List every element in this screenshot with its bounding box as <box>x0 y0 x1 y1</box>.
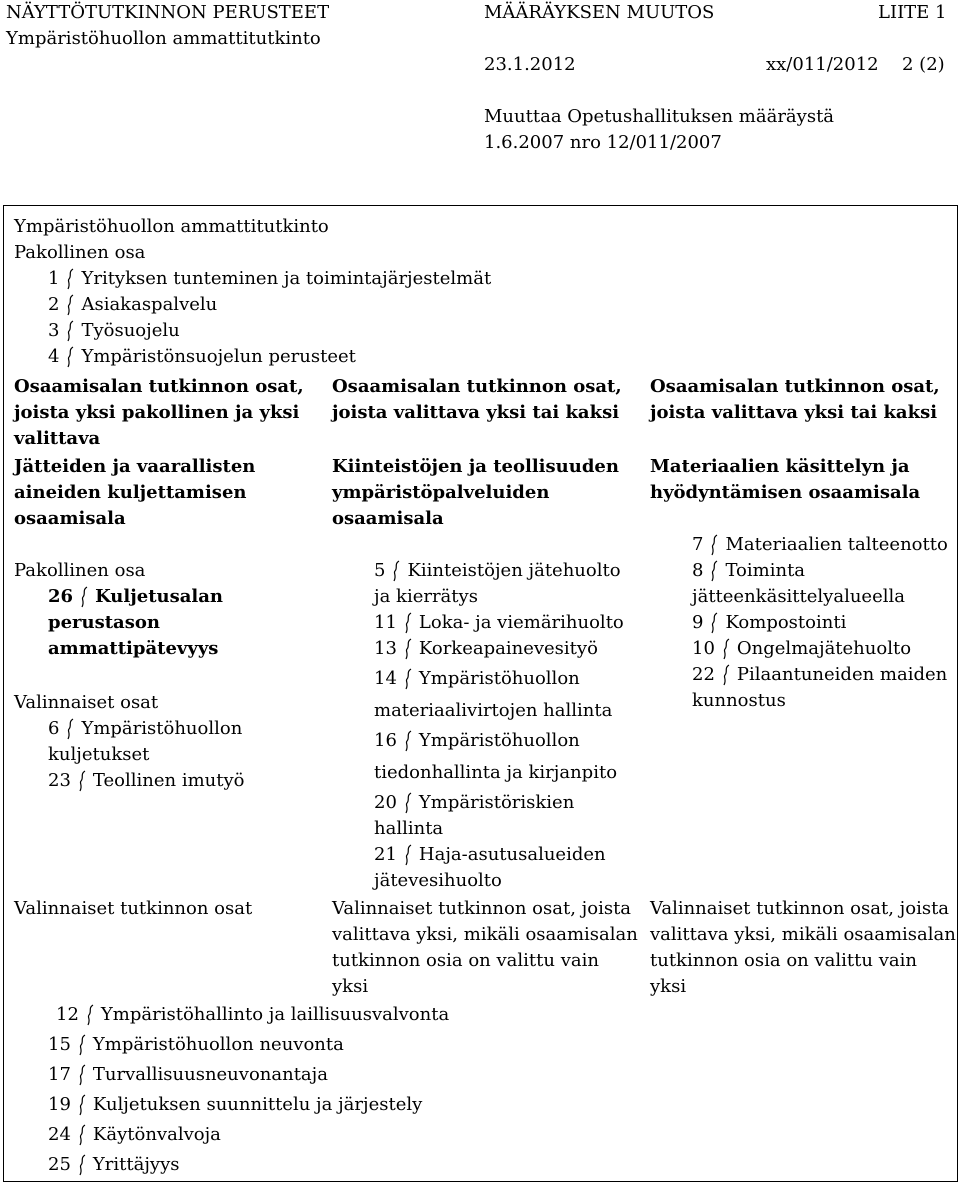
sub-item-marker-icon <box>391 560 401 582</box>
col1-optional-unit <box>48 768 245 794</box>
header-modifies: Muuttaa Opetushallituksen määräystä <box>484 106 835 127</box>
col3-unit <box>692 532 948 558</box>
item-text-continuation: materiaalivirtojen hallinta <box>374 700 613 721</box>
col3-footer-line1: Valinnaiset tutkinnon osat, joista <box>650 898 950 919</box>
col3-area-line1: Materiaalien käsittelyn ja <box>650 456 910 477</box>
item-text: Ympäristöhuollon <box>418 730 580 751</box>
item-number: 20 <box>374 792 397 813</box>
col2-area-line2: ympäristöpalveluiden <box>332 482 550 503</box>
item-text-continuation: ja kierrätys <box>374 586 478 607</box>
sub-item-marker-icon <box>403 612 413 634</box>
col3-heading-line1: Osaamisalan tutkinnon osat, <box>650 376 940 397</box>
header-date: 23.1.2012 <box>484 54 576 75</box>
optional-common-unit <box>48 1152 180 1178</box>
col2-footer-line3: tutkinnon osia on valittu vain <box>332 950 599 971</box>
item-text: Asiakaspalvelu <box>81 294 218 315</box>
sub-item-marker-icon <box>85 1004 95 1026</box>
col3-area-line2: hyödyntämisen osaamisala <box>650 482 921 503</box>
sub-item-marker-icon <box>65 346 75 368</box>
col1-footer: Valinnaiset tutkinnon osat <box>14 898 253 919</box>
item-text: Ympäristöhuollon neuvonta <box>92 1034 344 1055</box>
item-text: Ympäristöriskien <box>418 792 575 813</box>
item-text: Kiinteistöjen jätehuolto <box>407 560 621 581</box>
col3-unit <box>692 636 911 662</box>
item-number: 26 <box>48 586 74 607</box>
item-number: 7 <box>692 534 704 555</box>
sub-item-marker-icon <box>65 268 75 290</box>
col2-unit <box>374 558 621 584</box>
sub-item-marker-icon <box>403 668 413 690</box>
sub-item-marker-icon <box>709 534 719 556</box>
item-number: 8 <box>692 560 704 581</box>
sub-item-marker-icon <box>77 770 87 792</box>
sub-item-marker-icon <box>77 1094 87 1116</box>
mandatory-item <box>48 344 356 370</box>
item-number: 2 <box>48 294 60 315</box>
col3-footer-line2: valittava yksi, mikäli osaamisalan <box>650 924 956 945</box>
item-number: 12 <box>56 1004 79 1025</box>
col1-heading-line3: valittava <box>14 428 101 449</box>
col2-footer-line2: valittava yksi, mikäli osaamisalan <box>332 924 638 945</box>
item-number: 15 <box>48 1034 71 1055</box>
sub-item-marker-icon <box>65 294 75 316</box>
mandatory-label: Pakollinen osa <box>14 242 146 263</box>
optional-common-unit <box>48 1062 328 1088</box>
mandatory-item <box>48 292 217 318</box>
item-text-continuation: tiedonhallinta ja kirjanpito <box>374 762 618 783</box>
item-number: 5 <box>374 560 386 581</box>
item-text: Loka- ja viemärihuolto <box>418 612 624 633</box>
item-text: Käytönvalvoja <box>92 1124 221 1145</box>
col1-mandatory-unit <box>48 584 223 610</box>
item-text: Kompostointi <box>725 612 847 633</box>
col1-optional-label: Valinnaiset osat <box>14 692 159 713</box>
item-text: Materiaalien talteenotto <box>725 534 948 555</box>
sub-item-marker-icon <box>65 718 75 740</box>
item-number: 6 <box>48 718 60 739</box>
item-text: Teollinen imutyö <box>92 770 245 791</box>
mandatory-item <box>48 318 180 344</box>
item-text-continuation: hallinta <box>374 818 444 839</box>
col1-area-line3: osaamisala <box>14 508 126 529</box>
item-text: Ympäristöhallinto ja laillisuusvalvonta <box>100 1004 450 1025</box>
col1-mandatory-label: Pakollinen osa <box>14 560 146 581</box>
item-text: Kuljetuksen suunnittelu ja järjestely <box>92 1094 423 1115</box>
sub-item-marker-icon <box>65 320 75 342</box>
item-number: 25 <box>48 1154 71 1175</box>
col2-area-line3: osaamisala <box>332 508 444 529</box>
item-text: Haja-asutusalueiden <box>418 844 606 865</box>
col1-optional-unit <box>48 716 242 742</box>
col2-unit <box>374 610 624 636</box>
col1-heading-line1: Osaamisalan tutkinnon osat, <box>14 376 304 397</box>
header-subtitle: Ympäristöhuollon ammattitutkinto <box>6 28 321 49</box>
item-text: Yrityksen tunteminen ja toimintajärjestelmät <box>81 268 492 289</box>
item-text: Korkeapainevesityö <box>418 638 598 659</box>
item-number: 23 <box>48 770 71 791</box>
col2-footer-line1: Valinnaiset tutkinnon osat, joista <box>332 898 632 919</box>
item-number: 22 <box>692 664 715 685</box>
sub-item-marker-icon <box>77 1064 87 1086</box>
sub-item-marker-icon <box>77 1154 87 1176</box>
item-text-continuation: jätteenkäsittelyalueella <box>692 586 905 607</box>
item-text: Yrittäjyys <box>92 1154 180 1175</box>
item-text: Työsuojelu <box>81 320 180 341</box>
sub-item-marker-icon <box>403 730 413 752</box>
col2-heading-line2: joista valittava yksi tai kaksi <box>332 402 620 423</box>
col1-heading-line2: joista yksi pakollinen ja yksi <box>14 402 300 423</box>
optional-common-unit <box>48 1032 344 1058</box>
col3-footer-line3: tutkinnon osia on valittu vain <box>650 950 917 971</box>
col2-unit <box>374 728 580 754</box>
header-title: NÄYTTÖTUTKINNON PERUSTEET <box>6 2 330 23</box>
col3-footer-line4: yksi <box>650 976 687 997</box>
item-number: 17 <box>48 1064 71 1085</box>
mandatory-item <box>48 266 491 292</box>
sub-item-marker-icon <box>403 792 413 814</box>
col1-area-line2: aineiden kuljettamisen <box>14 482 247 503</box>
item-number: 11 <box>374 612 397 633</box>
header-page-number: 2 (2) <box>902 54 945 75</box>
item-number: 9 <box>692 612 704 633</box>
qualification-title: Ympäristöhuollon ammattitutkinto <box>14 216 329 237</box>
item-number: 14 <box>374 668 397 689</box>
col2-heading-line1: Osaamisalan tutkinnon osat, <box>332 376 622 397</box>
col2-unit <box>374 790 574 816</box>
item-text-continuation: ammattipätevyys <box>48 638 219 659</box>
item-text: Pilaantuneiden maiden <box>736 664 948 685</box>
item-text-continuation: jätevesihuolto <box>374 870 502 891</box>
item-number: 10 <box>692 638 715 659</box>
col2-unit <box>374 636 598 662</box>
item-text: Ympäristöhuollon <box>418 668 580 689</box>
item-number: 21 <box>374 844 397 865</box>
sub-item-marker-icon <box>721 638 731 660</box>
item-number: 24 <box>48 1124 71 1145</box>
item-text: Ympäristöhuollon <box>81 718 243 739</box>
optional-common-unit <box>56 1002 449 1028</box>
sub-item-marker-icon <box>77 1124 87 1146</box>
col2-unit <box>374 842 606 868</box>
optional-common-unit <box>48 1122 221 1148</box>
col1-area-line1: Jätteiden ja vaarallisten <box>14 456 256 477</box>
item-number: 13 <box>374 638 397 659</box>
header-appendix: LIITE 1 <box>878 2 947 23</box>
item-number: 19 <box>48 1094 71 1115</box>
optional-common-unit <box>48 1092 422 1118</box>
item-text: Kuljetusalan <box>95 586 223 607</box>
item-text-continuation: kuljetukset <box>48 744 150 765</box>
sub-item-marker-icon <box>709 612 719 634</box>
sub-item-marker-icon <box>721 664 731 686</box>
header-amendment: MÄÄRÄYKSEN MUUTOS <box>484 2 715 23</box>
item-text: Toiminta <box>725 560 806 581</box>
col3-unit <box>692 662 947 688</box>
col3-unit <box>692 558 805 584</box>
col2-unit <box>374 666 580 692</box>
item-text: Turvallisuusneuvonantaja <box>92 1064 328 1085</box>
item-text-continuation: perustason <box>48 612 160 633</box>
item-number: 3 <box>48 320 60 341</box>
col2-area-line1: Kiinteistöjen ja teollisuuden <box>332 456 619 477</box>
header-reference: xx/011/2012 <box>766 54 879 75</box>
sub-item-marker-icon <box>403 638 413 660</box>
sub-item-marker-icon <box>77 1034 87 1056</box>
sub-item-marker-icon <box>403 844 413 866</box>
col2-footer-line4: yksi <box>332 976 369 997</box>
item-number: 16 <box>374 730 397 751</box>
item-text: Ongelmajätehuolto <box>736 638 912 659</box>
sub-item-marker-icon <box>709 560 719 582</box>
item-number: 4 <box>48 346 60 367</box>
item-text-continuation: kunnostus <box>692 690 786 711</box>
item-number: 1 <box>48 268 60 289</box>
sub-item-marker-icon <box>79 586 89 608</box>
col3-unit <box>692 610 846 636</box>
col3-heading-line2: joista valittava yksi tai kaksi <box>650 402 938 423</box>
item-text: Ympäristönsuojelun perusteet <box>81 346 356 367</box>
header-modifies-ref: 1.6.2007 nro 12/011/2007 <box>484 132 722 153</box>
